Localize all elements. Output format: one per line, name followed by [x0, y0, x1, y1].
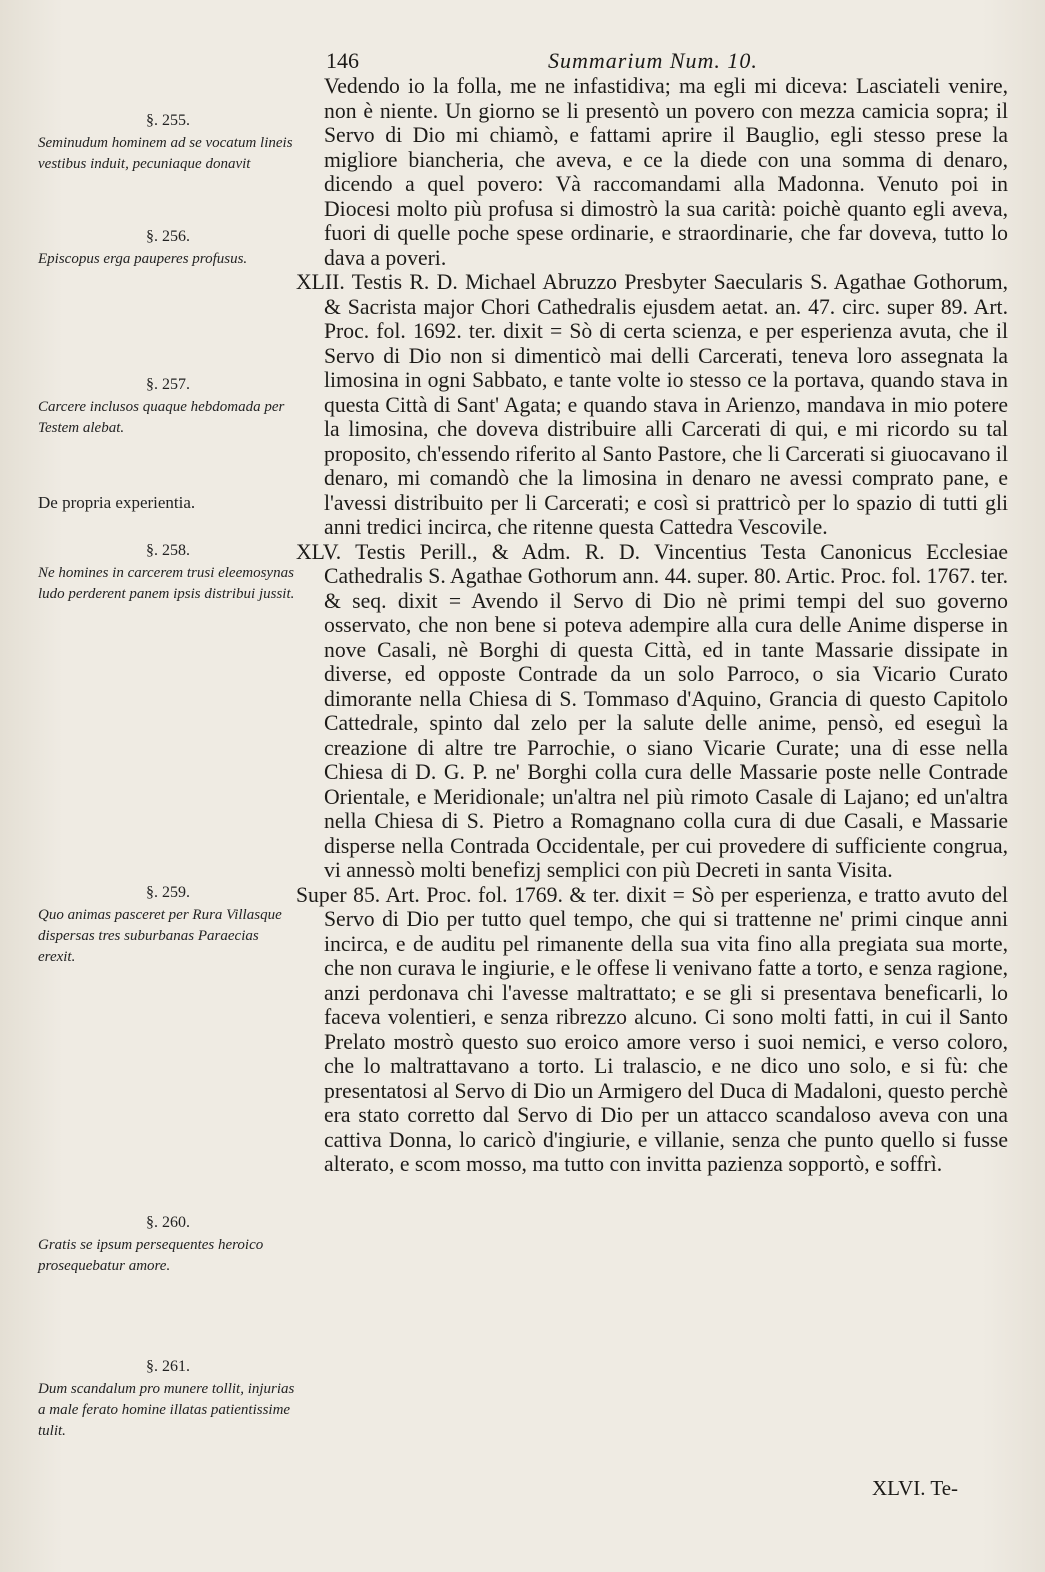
margin-section-number: §. 257.	[146, 376, 190, 393]
margin-note-text: Dum scandalum pro munere tollit, injurias a male ferato homine illatas patientissime tulit.	[38, 1381, 295, 1439]
margin-note	[38, 226, 298, 270]
main-text	[296, 74, 1008, 1177]
margin-section-number: §. 255.	[146, 112, 190, 129]
margin-note	[38, 374, 298, 439]
margin-section-number: §. 258.	[146, 542, 190, 559]
margin-note-text: Seminudum hominem ad se vocatum lineis vestibus induit, pecuniaque donavit	[38, 135, 293, 172]
margin-section-number: §. 259.	[146, 884, 190, 901]
catchword: XLVI. Te-	[872, 1476, 959, 1500]
margin-note	[38, 492, 298, 513]
margin-note-text: De propria experientia.	[38, 493, 196, 512]
margin-note	[38, 1212, 298, 1277]
paragraph-testimony: Super 85. Art. Proc. fol. 1769. & ter. dixit = Sò per esperienza, e tratto avuto del Servo di Dio per tutto quel tempo, che qui si trattenne ne' primi cinque anni incirca, e de auditu pel rimanente della sua vita fino alla pregiata sua morte, che non curava le ingiurie, e le offese li venivano fatte a torto, e senza ragione, anzi perdonava chi l'avesse maltrattato; e se gli si presentava beneficarli, lo faceva volentieri, e senza ribrezzo alcuno. Ci sono molti fatti, in cui il Santo Prelato mostrò questo suo eroico amore verso i suoi nemici, e verso coloro, che lo maltrattavano a torto. Li tralascio, e ne dico uno solo, e si fù: che presentatosi al Servo di Dio un Armigero del Duca di Madaloni, questo perchè era stato corretto dal Servo di Dio per un attacco scandaloso aveva con una cattiva Donna, lo caricò d'ingiurie, e villanie, senza che punto quello si fusse alterato, e scom mosso, ma tutto con invitta pazienza sopportò, e soffrì.	[296, 882, 1008, 1176]
margin-note	[38, 1356, 298, 1442]
margin-note	[38, 110, 298, 175]
margin-note	[38, 882, 298, 968]
running-title: Summarium Num. 10.	[548, 48, 758, 73]
margin-note-text: Quo animas pasceret per Rura Villasque dispersas tres suburbanas Paraecias erexit.	[38, 907, 282, 965]
margin-note-text: Ne homines in carcerem trusi eleemosynas ludo perderent panem ipsis distribui jussit.	[38, 565, 295, 602]
margin-section-number: §. 261.	[146, 1358, 190, 1375]
margin-section-number: §. 260.	[146, 1214, 190, 1231]
margin-note-text: Gratis se ipsum persequentes heroico prosequebatur amore.	[38, 1237, 264, 1274]
paragraph-testimony: XLII. Testis R. D. Michael Abruzzo Presbyter Saecularis S. Agathae Gothorum, & Sacrista major Chori Cathedralis ejusdem aetat. an. 47. circ. super 89. Art. Proc. fol. 1692. ter. dixit = Sò di certa scienza, e per esperienza avuta, che il Servo di Dio non si dimenticò mai delli Carcerati, teneva loro assegnata la limosina in ogni Sabbato, e tante volte io stesso ce la portava, quando stava in questa Città di Sant' Agata; e quando stava in Arienzo, mandava in mio potere la limosina, che doveva distribuire alli Carcerati di qui, e mi ricordo su tal proposito, ch'essendo riferito al Santo Pastore, che li Carcerati si giuocavano il denaro, mi comandò che la limosina in denaro ne avessi comprato pane, e l'avessi distribuito per li Carcerati; e così si prattricò per lo spazio di tutti gli anni tredici incirca, che ritenne questa Cattedra Vescovile.	[296, 270, 1008, 539]
margin-note	[38, 540, 298, 605]
paragraph: Vedendo io la folla, me ne infastidiva; ma egli mi diceva: Lasciateli venire, non è niente. Un giorno se li presentò un povero con mezza camicia sopra; il Servo di Dio mi chiamò, e fattami aprire il Bauglio, egli stesso prese la migliore biancheria, che aveva, e ce la diede con una somma di denaro, dicendo a quel povero: Và raccomandami alla Madonna. Venuto poi in Diocesi molto più profusa si dimostrò la sua carità: poichè quanto egli aveva, fuori di quelle poche spese ordinarie, e straordinarie, che far doveva, tutto lo dava a poveri.	[324, 74, 1008, 270]
margin-note-text: Episcopus erga pauperes profusus.	[38, 251, 248, 267]
margin-note-text: Carcere inclusos quaque hebdomada per Testem alebat.	[38, 399, 285, 436]
margin-section-number: §. 256.	[146, 228, 190, 245]
paragraph-testimony: XLV. Testis Perill., & Adm. R. D. Vincentius Testa Canonicus Ecclesiae Cathedralis S. Agathae Gothorum ann. 44. super. 80. Artic. Proc. fol. 1767. ter. & seq. dixit = Avendo il Servo di Dio nè primi tempi del suo governo osservato, che non bene si poteva adempire alla cura delle Anime disperse in nove Casali, nè Borghi di questa Città, ed in tante Massarie dissipate in diverse, ed opposte Contrade da un solo Parroco, o sia Vicario Curato dimorante nella Chiesa di S. Tommaso d'Aquino, Grancia di questo Capitolo Cattedrale, spinto dal zelo per la salute delle anime, pensò, ed eseguì la creazione di altre tre Parrochie, o siano Vicarie Curate; una di esse nella Chiesa di D. G. P. ne' Borghi colla cura delle Massarie poste nelle Contrade Orientale, e Meridionale; un'altra nel più rimoto Casale di Lajano; ed un'altra nella Chiesa di S. Pietro a Romagnano colla cura di due Casali, e Massarie disperse nella Contrada Occidentale, per cui provedere di sufficiente congrua, vi annessò molti benefizj semplici con più Decreti in santa Visita.	[296, 539, 1008, 882]
page-number: 146	[326, 48, 359, 73]
